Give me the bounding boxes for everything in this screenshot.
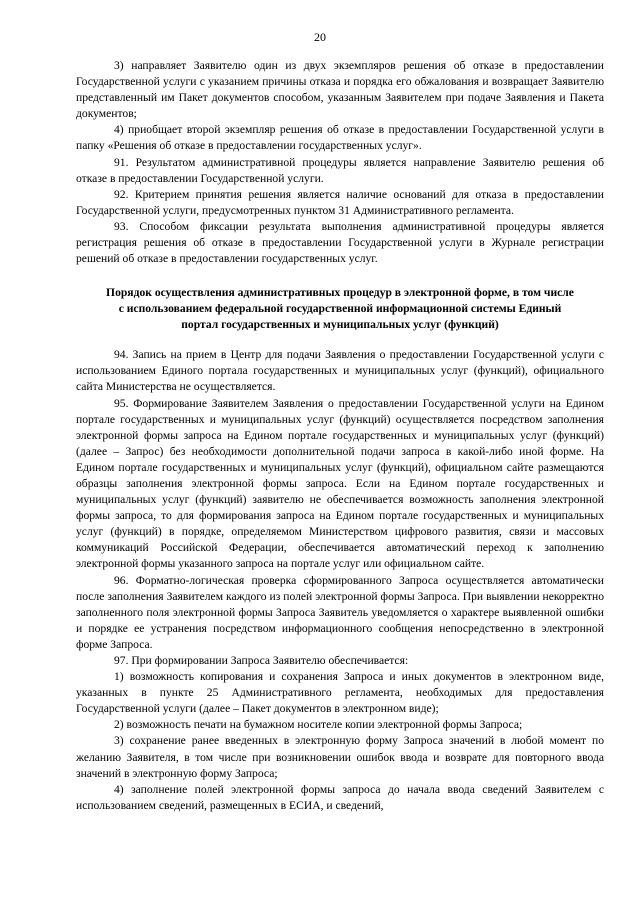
paragraph: 95. Формирование Заявителем Заявления о предоставлении Государственной услуги на Едином портале государственных и муниципальных услуг (функций) осуществляется посредством заполнения электронной формы запроса на Едином портале государственных и муниципальных услуг (функций) (далее – Запрос) без необходимости дополнительной подачи запроса в какой-либо иной форме. На Едином портале государственных и муниципальных услуг (функций), официальном сайте размещаются образцы заполнения электронной формы запроса. Если на Едином портале государственных и муниципальных услуг (функций) заявителю не обеспечивается возможность заполнения электронной формы запроса, то для формирования запроса на Едином портале государственных и муниципальных услуг (функций) в порядке, определяемом Министерством цифрового развития, связи и массовых коммуникаций Российской Федерации, обеспечивается автоматический переход к заполнению электронной формы указанного запроса на портале услуг или официальном сайте. <box>76 396 604 571</box>
paragraph: 92. Критерием принятия решения является наличие оснований для отказа в предоставлении Государственной услуги, предусмотренных пунктом 31 Административного регламента. <box>76 187 604 217</box>
paragraph: 91. Результатом административной процедуры является направление Заявителю решения об отказе в предоставлении Государственной услуги. <box>76 155 604 185</box>
section-heading-line: Порядок осуществления административных процедур в электронной форме, в том числе <box>106 286 574 300</box>
paragraph: 94. Запись на прием в Центр для подачи Заявления о предоставлении Государственной услуги с использованием Единого портала государственных и муниципальных услуг (функций), официального сайта Министерства не осуществляется. <box>76 348 604 394</box>
paragraph: 3) сохранение ранее введенных в электронную форму Запроса значений в любой момент по желанию Заявителя, в том числе при возникновении ошибок ввода и возврате для повторного ввода значений в электронную форму Запроса; <box>76 734 604 780</box>
section-heading <box>76 285 604 333</box>
paragraph: 4) приобщает второй экземпляр решения об отказе в предоставлении Государственной услуги в папку «Решения об отказе в предоставлении государственных услуг». <box>76 123 604 153</box>
paragraph: 93. Способом фиксации результата выполнения административной процедуры является регистрация решения об отказе в предоставлении Государственной услуги в Журнале регистрации решений об отказе в предоставлении государственных услуг. <box>76 219 604 266</box>
page-number: 20 <box>314 30 326 44</box>
document-body <box>76 58 604 814</box>
paragraph: 1) возможность копирования и сохранения Запроса и иных документов в электронном виде, указанных в пункте 25 Административного регламента, необходимых для предоставления Государственной услуги (далее – Пакет документов в электронном виде); <box>76 670 604 716</box>
section-heading-line: с использованием федеральной государственной информационной системы Единый <box>118 302 562 316</box>
paragraph: 4) заполнение полей электронной формы запроса до начала ввода сведений Заявителем с использованием сведений, размещенных в ЕСИА, и сведений, <box>76 782 604 812</box>
paragraph: 96. Форматно-логическая проверка сформированного Запроса осуществляется автоматически после заполнения Заявителем каждого из полей электронной формы Запроса. При выявлении некорректно заполненного поля электронной формы Запроса Заявитель уведомляется о характере выявленной ошибки и порядке ее устранения посредством информационного сообщения непосредственно в электронной форме Запроса. <box>76 573 604 651</box>
paragraph: 3) направляет Заявителю один из двух экземпляров решения об отказе в предоставлении Государственной услуги с указанием причины отказа и порядка его обжалования и возвращает Заявителю представленный им Пакет документов способом, указанным Заявителем при подаче Заявления и Пакета документов; <box>76 59 604 121</box>
paragraph: 2) возможность печати на бумажном носителе копии электронной формы Запроса; <box>114 718 523 732</box>
section-heading-line: портал государственных и муниципальных услуг (функций) <box>181 318 499 332</box>
paragraph: 97. При формировании Запроса Заявителю обеспечивается: <box>114 654 409 667</box>
